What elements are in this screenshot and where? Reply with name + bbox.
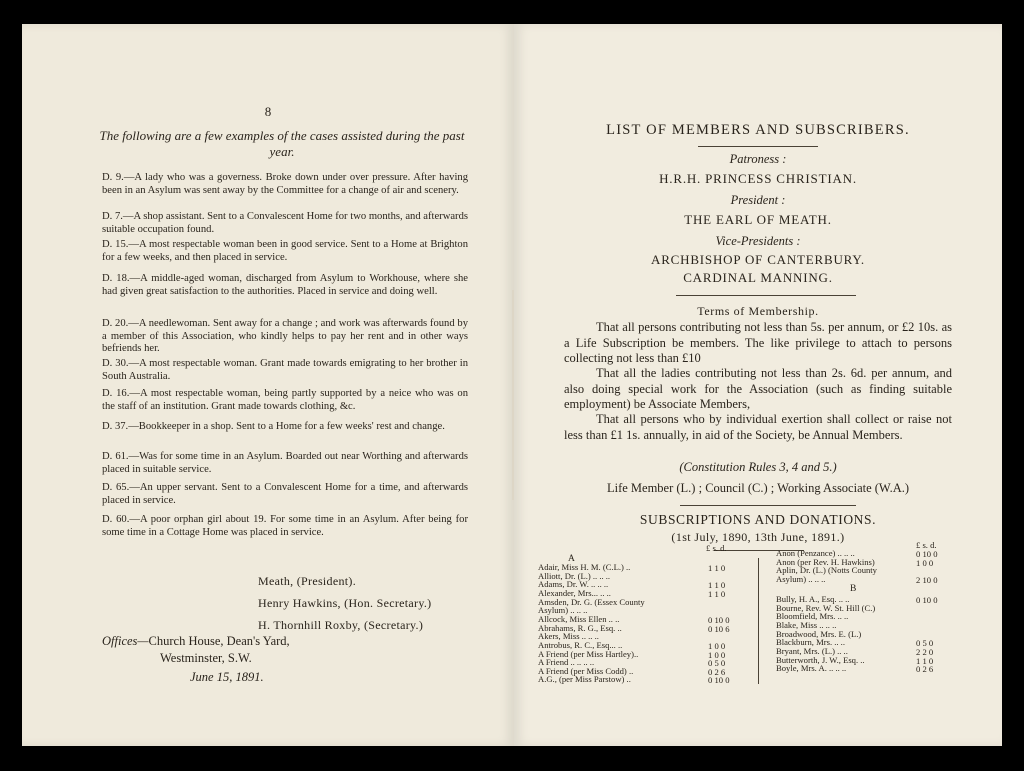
vice-president-2: CARDINAL MANNING. — [683, 270, 833, 285]
president-label: President : — [730, 193, 786, 207]
subscriber-name: Aplin, Dr. (L.) (Notts County — [776, 565, 877, 576]
subscription-amount: 0 5 0 — [708, 658, 726, 669]
subscriber-name: Bloomfield, Mrs. .. .. — [776, 611, 849, 622]
subscription-amount: 2 2 0 — [916, 646, 934, 657]
subscription-amount: 1 0 0 — [708, 640, 726, 651]
signature-secretary: H. Thornhill Roxby, (Secretary.) — [258, 618, 424, 632]
subscriber-name: A.G., (per Miss Parstow) .. — [538, 674, 631, 685]
divider — [680, 505, 856, 506]
subscription-amount: 2 10 0 — [916, 574, 938, 585]
constitution-rules: (Constitution Rules 3, 4 and 5.) — [679, 460, 837, 474]
intro-text: The following are a few examples of the cases assisted during the past year. — [99, 128, 465, 159]
subscriber-name: A Friend .. .. .. .. — [538, 657, 595, 668]
case-paragraph: D. 20.—A needlewoman. Sent away for a change ; and work was afterwards found by a member of this Association, who kindly helps to pay her rent and in other ways befriends her. — [102, 318, 468, 355]
signature-president: Meath, (President). — [258, 574, 357, 588]
case-paragraph: D. 7.—A shop assistant. Sent to a Convalescent Home for two months, and afterwards suitable occupation found. — [102, 211, 468, 235]
subscription-amount: 0 2 6 — [708, 666, 726, 677]
terms-paragraph: That all the ladies contributing not less than 2s. 6d. per annum, and also doing special work for the Association (such as finding suitable employment) be Associate Members, — [564, 366, 952, 411]
subscriber-name: Antrobus, R. C., Esq... .. — [538, 639, 623, 650]
left-page — [22, 24, 514, 746]
subscription-amount: 1 1 0 — [916, 655, 934, 666]
subscriber-name: Bourne, Rev. W. St. Hill (C.) — [776, 602, 876, 613]
case-paragraph: D. 16.—A most respectable woman, being partly supported by a neice who was on the staff of an institution. Grant made towards clothing, &c. — [102, 388, 468, 412]
subscriber-name: Akers, Miss .. .. .. — [538, 631, 599, 642]
page-title: LIST OF MEMBERS AND SUBSCRIBERS. — [606, 122, 910, 138]
offices-label: Offices— — [102, 634, 149, 648]
vice-president-1: ARCHBISHOP OF CANTERBURY. — [651, 252, 865, 267]
right-page — [514, 24, 1002, 746]
terms-paragraph: That all persons contributing not less than 5s. per annum, or £2 10s. as a Life Subscription be members. The like privilege to attach to persons collecting not less than £10 — [564, 320, 952, 365]
subscription-amount: 1 1 0 — [708, 588, 726, 599]
subscription-amount: 1 1 0 — [708, 580, 726, 591]
patroness-label: Patroness : — [729, 152, 787, 166]
subscriber-name: Alliott, Dr. (L.) .. .. .. — [538, 570, 611, 581]
subscriptions-title: SUBSCRIPTIONS AND DONATIONS. — [639, 512, 877, 527]
patroness-name: H.R.H. PRINCESS CHRISTIAN. — [659, 171, 857, 186]
case-paragraph: D. 30.—A most respectable woman. Grant made towards emigrating to her brother in South Australia. — [102, 358, 468, 382]
offices-city: Westminster, S.W. — [160, 651, 252, 665]
case-paragraph: D. 15.—A most respectable woman been in good service. Sent to a Home at Brighton for a few weeks, and then placed in service. — [102, 239, 468, 263]
subscription-amount: 0 5 0 — [916, 638, 934, 649]
divider — [698, 146, 818, 147]
subscription-amount: 1 1 0 — [708, 563, 726, 573]
subscription-amount: 0 10 6 — [708, 623, 730, 634]
subscriber-name: Allcock, Miss Ellen .. .. — [538, 613, 620, 624]
subscriber-name: Anon (Penzance) .. .. .. — [776, 548, 855, 558]
section-letter-a: A — [568, 554, 575, 564]
subscription-amount: 0 10 0 — [916, 549, 938, 559]
divider — [676, 295, 856, 296]
subscriber-name: Asylum) .. .. .. — [538, 605, 588, 616]
subscriber-name: Boyle, Mrs. A. .. .. .. — [776, 663, 847, 674]
offices-address: Church House, Dean's Yard, — [148, 634, 290, 648]
case-paragraph: D. 60.—A poor orphan girl about 19. For some time in an Asylum. After being for some time in a Cottage Home was placed in service. — [102, 514, 468, 538]
signature-hon-secretary: Henry Hawkins, (Hon. Secretary.) — [258, 596, 432, 610]
subscription-amount: 0 10 0 — [708, 614, 730, 625]
subscriber-name: A Friend (per Miss Codd) .. — [538, 665, 634, 676]
subscriber-name: Blackburn, Mrs. .. .. — [776, 637, 845, 648]
vice-presidents-label: Vice-Presidents : — [715, 234, 801, 248]
subscriber-name: Butterworth, J. W., Esq. .. — [776, 654, 865, 665]
subscriber-name: A Friend (per Miss Hartley).. — [538, 648, 639, 659]
document-date: June 15, 1891. — [190, 670, 264, 684]
president-name: THE EARL OF MEATH. — [684, 212, 832, 227]
subscriber-name: Bryant, Mrs. (L.) .. .. — [776, 645, 848, 656]
subscriber-name: Broadwood, Mrs. E. (L.) — [776, 628, 862, 639]
subscriber-name: Adair, Miss H. M. (C.L.) .. — [538, 562, 631, 572]
case-paragraph: D. 18.—A middle-aged woman, discharged from Asylum to Workhouse, where she had given great satisfaction to the authorities. Placed in service and doing well. — [102, 273, 468, 297]
case-paragraph: D. 37.—Bookkeeper in a shop. Sent to a Home for a few weeks' rest and change. — [102, 421, 445, 432]
subscriber-name: Adams, Dr. W. .. .. .. — [538, 579, 609, 590]
currency-header: £ s. d. — [916, 540, 937, 550]
subscriber-name: Alexander, Mrs... .. .. — [538, 587, 611, 598]
case-paragraph: D. 61.—Was for some time in an Asylum. Boarded out near Worthing and afterwards placed in suitable service. — [102, 451, 468, 475]
terms-paragraph: That all persons who by individual exertion shall collect or raise not less than £1 1s. annually, in aid of the Society, be Annual Members. — [564, 412, 952, 442]
subscriber-name: Blake, Miss .. .. .. — [776, 619, 837, 630]
subscriber-name: Amsden, Dr. G. (Essex County — [538, 596, 645, 607]
column-divider — [758, 558, 759, 684]
subscription-amount: 0 10 0 — [916, 595, 938, 605]
subscriber-name: Asylum) .. .. .. — [776, 573, 826, 584]
subscriptions-dates: (1st July, 1890, 13th June, 1891.) — [671, 530, 845, 544]
subscriber-name: Anon (per Rev. H. Hawkins) — [776, 556, 875, 567]
section-letter-b: B — [850, 584, 857, 594]
case-paragraph: D. 65.—An upper servant. Sent to a Convalescent Home for a time, and afterwards placed in service. — [102, 482, 468, 506]
case-paragraph: D. 9.—A lady who was a governess. Broke down under over pressure. After having been in an Asylum was sent away by the Committee for a change of air and scenery. — [102, 172, 468, 196]
subscriber-name: Bully, H. A., Esq. .. .. — [776, 594, 850, 604]
currency-header: £ s. d. — [706, 543, 727, 553]
subscriber-name: Abrahams, R. G., Esq. .. — [538, 622, 622, 633]
subscription-amount: 0 10 0 — [708, 675, 730, 686]
terms-heading: Terms of Membership. — [697, 304, 819, 318]
membership-legend: Life Member (L.) ; Council (C.) ; Working Associate (W.A.) — [606, 481, 910, 495]
page-number: 8 — [264, 104, 272, 119]
subscription-amount: 0 2 6 — [916, 664, 934, 675]
subscription-amount: 1 0 0 — [916, 557, 934, 568]
subscription-amount: 1 0 0 — [708, 649, 726, 660]
